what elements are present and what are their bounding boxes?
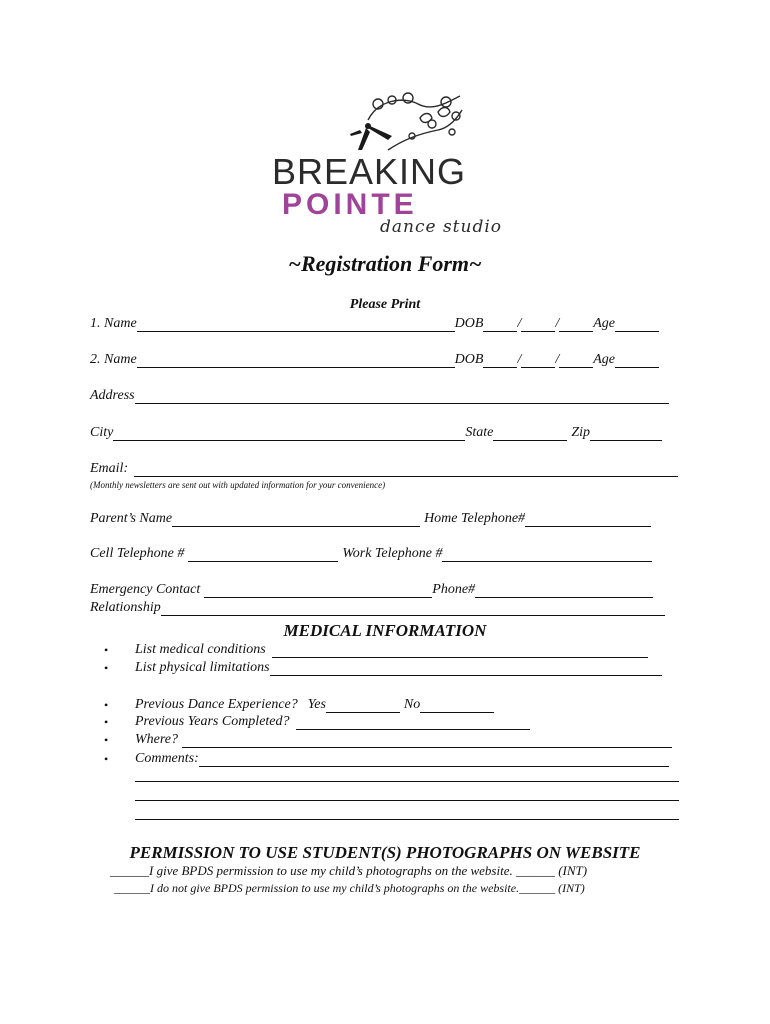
emergency-row xyxy=(90,582,653,598)
bullet-icon: • xyxy=(104,661,109,675)
address-field[interactable] xyxy=(135,391,669,404)
comments-label: Comments: xyxy=(135,751,199,766)
email-field[interactable] xyxy=(134,464,678,477)
zip-field[interactable] xyxy=(590,428,662,441)
yes-label: Yes xyxy=(307,697,326,712)
dob-label: DOB xyxy=(454,316,484,331)
dob-slash: / xyxy=(517,316,522,331)
medical-conditions-field[interactable] xyxy=(272,645,648,658)
please-print-label: Please Print xyxy=(349,297,421,312)
state-field[interactable] xyxy=(493,428,567,441)
dob-year-field[interactable] xyxy=(559,319,593,332)
medical-conditions-row xyxy=(135,642,648,658)
parent-row xyxy=(90,511,651,527)
cell-row xyxy=(90,546,652,562)
address-label: Address xyxy=(90,388,135,403)
parent-name-label: Parent’s Name xyxy=(90,511,173,526)
where-row xyxy=(135,732,672,748)
dob-slash: / xyxy=(555,352,560,367)
name2-row xyxy=(90,352,659,368)
state-label: State xyxy=(465,425,494,440)
bullet-icon: • xyxy=(104,698,109,712)
years-completed-label: Previous Years Completed? xyxy=(135,714,290,729)
age-field[interactable] xyxy=(615,355,659,368)
zip-label: Zip xyxy=(571,425,591,440)
physical-limitations-label: List physical limitations xyxy=(135,660,270,675)
form-title: ~Registration Form~ xyxy=(288,251,482,276)
logo-word-dance-studio: dance studio xyxy=(380,217,503,237)
bullet-icon: • xyxy=(104,752,109,766)
relationship-field[interactable] xyxy=(161,603,665,616)
name1-row xyxy=(90,316,659,332)
dob-slash: / xyxy=(517,352,522,367)
comments-line[interactable] xyxy=(135,800,679,801)
name1-field[interactable] xyxy=(137,319,455,332)
medical-conditions-label: List medical conditions xyxy=(135,642,266,657)
logo-word-pointe: POINTE xyxy=(282,188,418,221)
comments-row xyxy=(135,751,669,767)
permission-deny-text: I do not give BPDS permission to use my child’s photographs on the website.______ (INT) xyxy=(150,881,585,895)
dance-experience-label: Previous Dance Experience? xyxy=(135,697,298,712)
email-label: Email: xyxy=(90,461,129,476)
age-label: Age xyxy=(593,352,615,367)
permission-give-text: I give BPDS permission to use my child’s photographs on the website. ______ (INT) xyxy=(149,863,588,878)
dob-month-field[interactable] xyxy=(483,319,517,332)
physical-limitations-row xyxy=(135,660,662,676)
years-completed-row xyxy=(135,714,530,730)
comments-field[interactable] xyxy=(199,754,669,767)
cell-telephone-field[interactable] xyxy=(188,549,338,562)
where-label: Where? xyxy=(135,732,179,747)
age-label: Age xyxy=(593,316,615,331)
relationship-row xyxy=(90,600,665,616)
bullet-icon: • xyxy=(104,715,109,729)
yes-field[interactable] xyxy=(326,700,400,713)
experience-row xyxy=(135,697,494,713)
permission-heading: PERMISSION TO USE STUDENT(S) PHOTOGRAPHS ON WEBSITE xyxy=(129,843,641,862)
comments-line[interactable] xyxy=(135,781,679,782)
age-field[interactable] xyxy=(615,319,659,332)
logo-word-breaking: BREAKING xyxy=(272,151,467,192)
cell-telephone-label: Cell Telephone # xyxy=(90,546,185,561)
emergency-contact-label: Emergency Contact xyxy=(90,582,201,597)
studio-logo xyxy=(268,90,503,240)
no-label: No xyxy=(403,697,421,712)
phone-label: Phone# xyxy=(432,582,476,597)
city-field[interactable] xyxy=(113,428,465,441)
name1-label: 1. Name xyxy=(90,316,137,331)
email-note: (Monthly newsletters are sent out with updated information for your convenience) xyxy=(90,480,386,490)
dob-year-field[interactable] xyxy=(559,355,593,368)
where-field[interactable] xyxy=(182,735,672,748)
comments-line[interactable] xyxy=(135,819,679,820)
permission-deny-initial[interactable]: ______ xyxy=(114,881,150,895)
email-row xyxy=(90,461,678,477)
permission-give-line xyxy=(110,863,587,879)
name2-label: 2. Name xyxy=(90,352,137,367)
bullet-icon: • xyxy=(104,733,109,747)
address-row xyxy=(90,388,669,404)
work-telephone-label: Work Telephone # xyxy=(342,546,443,561)
physical-limitations-field[interactable] xyxy=(270,663,662,676)
relationship-label: Relationship xyxy=(90,600,161,615)
city-row xyxy=(90,425,662,441)
permission-deny-line xyxy=(114,881,585,896)
dob-label: DOB xyxy=(454,352,484,367)
parent-name-field[interactable] xyxy=(172,514,420,527)
dob-day-field[interactable] xyxy=(521,319,555,332)
city-label: City xyxy=(90,425,114,440)
years-completed-field[interactable] xyxy=(296,717,530,730)
name2-field[interactable] xyxy=(137,355,455,368)
work-telephone-field[interactable] xyxy=(442,549,652,562)
emergency-phone-field[interactable] xyxy=(475,585,653,598)
home-telephone-label: Home Telephone# xyxy=(424,511,526,526)
bullet-icon: • xyxy=(104,643,109,657)
permission-give-initial[interactable]: ______ xyxy=(110,863,149,878)
home-telephone-field[interactable] xyxy=(525,514,651,527)
dob-slash: / xyxy=(555,316,560,331)
no-field[interactable] xyxy=(420,700,494,713)
dob-month-field[interactable] xyxy=(483,355,517,368)
dob-day-field[interactable] xyxy=(521,355,555,368)
emergency-contact-field[interactable] xyxy=(204,585,432,598)
medical-heading: MEDICAL INFORMATION xyxy=(283,621,487,640)
